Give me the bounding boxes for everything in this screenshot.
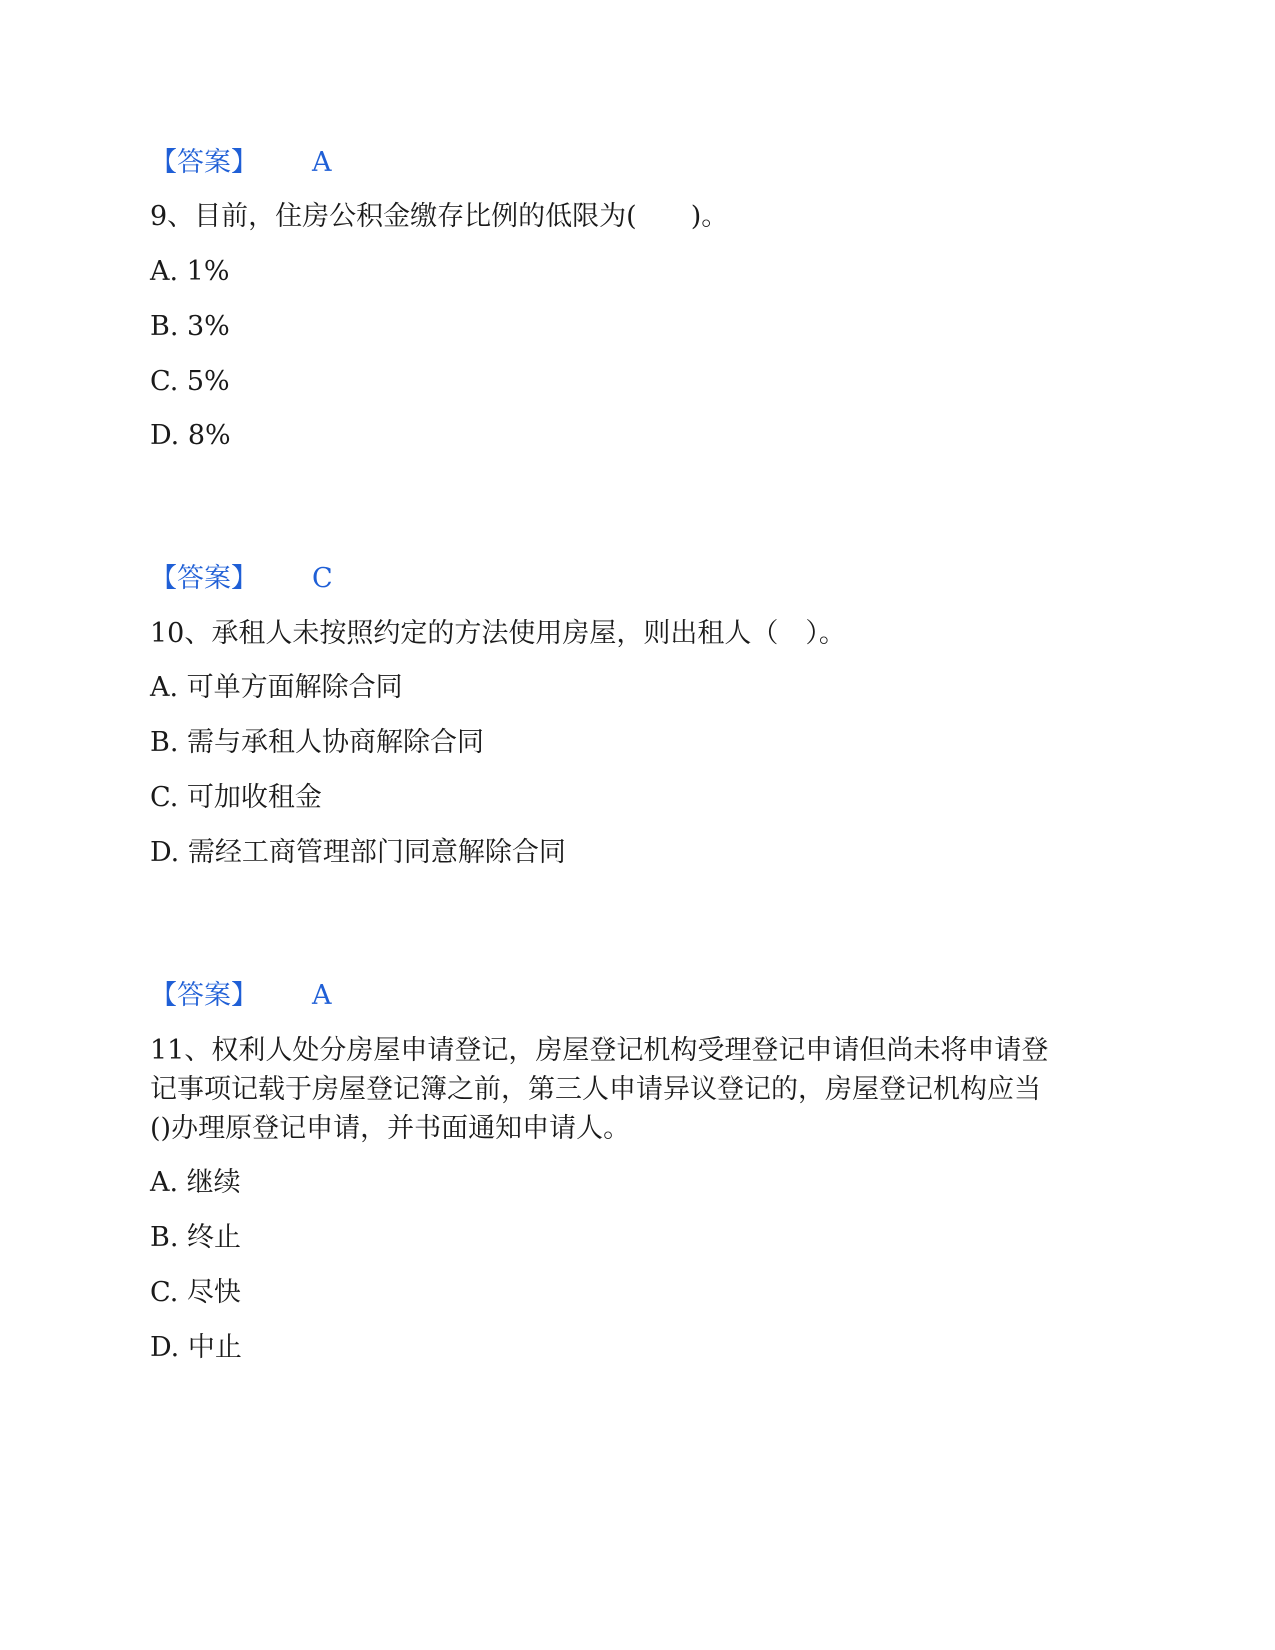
answer-line [150, 146, 332, 180]
answer-line [150, 979, 332, 1013]
option-c: C. 尽快 [150, 1277, 241, 1308]
option-c: C. 可加收租金 [150, 782, 322, 813]
answer-value: A [312, 980, 332, 1011]
answer-value: A [312, 147, 332, 178]
option-b: B. 3% [150, 311, 230, 342]
option-d: D. 需经工商管理部门同意解除合同 [150, 837, 566, 868]
answer-label: 【答案】 [150, 147, 258, 178]
option-b: B. 需与承租人协商解除合同 [150, 727, 485, 758]
option-a: A. 可单方面解除合同 [150, 672, 403, 703]
option-c: C. 5% [150, 366, 230, 397]
option-d: D. 中止 [150, 1332, 242, 1363]
question-stem-line-1: 11、权利人处分房屋申请登记，房屋登记机构受理登记申请但尚未将申请登 [150, 1035, 1049, 1066]
option-a: A. 1% [150, 256, 230, 287]
option-b: B. 终止 [150, 1222, 242, 1253]
answer-label: 【答案】 [150, 980, 258, 1011]
question-stem-line-2: 记事项记载于房屋登记簿之前，第三人申请异议登记的，房屋登记机构应当 [150, 1074, 1041, 1105]
answer-label: 【答案】 [150, 563, 258, 594]
question-stem: 10、承租人未按照约定的方法使用房屋，则出租人（ ）。 [150, 618, 846, 649]
question-stem: 9、目前，住房公积金缴存比例的低限为( )。 [150, 201, 729, 232]
question-stem-line-3: ()办理原登记申请，并书面通知申请人。 [150, 1113, 631, 1144]
option-a: A. 继续 [150, 1167, 241, 1198]
answer-value: C [312, 563, 333, 594]
option-d: D. 8% [150, 420, 231, 451]
answer-line [150, 562, 333, 596]
